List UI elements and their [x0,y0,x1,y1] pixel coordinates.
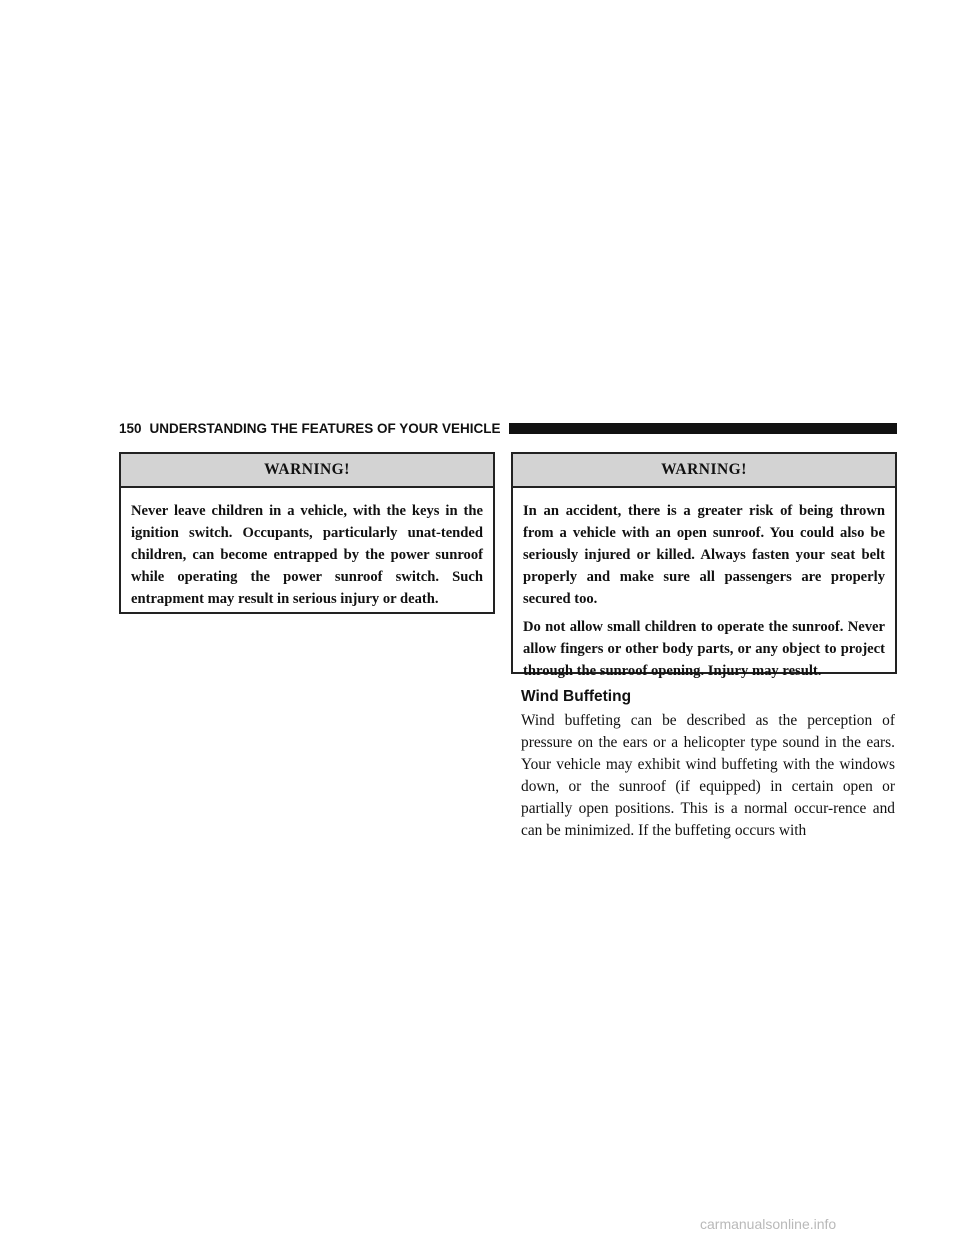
page-header [119,418,897,438]
page-number: 150 [119,420,142,436]
warning-box-children [119,452,495,614]
wind-buffeting-paragraph: Wind buffeting can be described as the perception of pressure on the ears or a helicopter type sound in the ears. Your vehicle may exhibit wind buffeting with the windows down, or the sunroof (if equipped) in certain open or partially open positions. This is a normal occur-rence and can be minimized. If the buffeting occurs with [521,712,895,839]
header-rule [509,423,897,434]
warning-paragraph: Do not allow small children to operate the sunroof. Never allow fingers or other body parts, or any object to project through the sunroof opening. Injury may result. [523,619,885,679]
warning-title: WARNING! [513,454,895,488]
warning-paragraph: Never leave children in a vehicle, with the keys in the ignition switch. Occupants, particularly unat-tended children, can become entrapped by the power sunroof while operating the power sunroof switch. Such entrapment may result in serious injury or death. [131,503,483,607]
warning-paragraph: In an accident, there is a greater risk of being thrown from a vehicle with an open sunroof. You could also be seriously injured or killed. Always fasten your seat belt properly and make sure all passengers are properly secured too. [523,503,885,607]
wind-buffeting-heading: Wind Buffeting [521,688,632,705]
watermark-text: carmanualsonline.info [700,1216,837,1232]
warning-title: WARNING! [121,454,493,488]
section-title: UNDERSTANDING THE FEATURES OF YOUR VEHICLE [149,420,501,436]
warning-box-accident [511,452,897,679]
warning-body [121,488,493,622]
warning-body [513,488,895,694]
